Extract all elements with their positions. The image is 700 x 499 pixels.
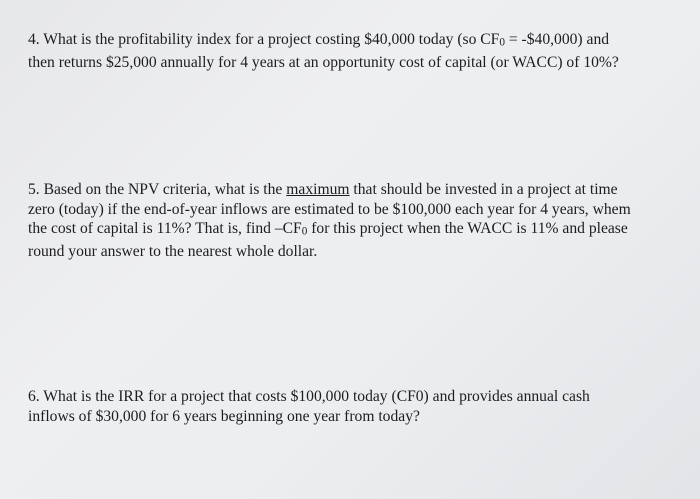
question-4-line-2: then returns $25,000 annually for 4 years at an opportunity cost of capital (or WACC) of 10%? [28, 54, 619, 72]
underlined-word: maximum [286, 181, 350, 198]
question-6-line-1: 6. What is the IRR for a project that costs $100,000 today (CF0) and provides annual cash [28, 388, 590, 405]
question-6 [28, 387, 683, 426]
question-6-line-2: inflows of $30,000 for 6 years beginning one year from today? [28, 407, 420, 425]
question-4 [28, 30, 683, 73]
question-5-line-3: the cost of capital is 11%? That is, find –CF0 for this project when the WACC is 11% and please [28, 220, 628, 238]
subscript-zero: 0 [499, 36, 505, 49]
question-4-line-1: 4. What is the profitability index for a project costing $40,000 today (so CF0 = -$40,000) and [28, 31, 610, 49]
question-5-line-4: round your answer to the nearest whole dollar. [28, 243, 318, 261]
question-5 [28, 180, 683, 262]
subscript-zero: 0 [301, 225, 308, 238]
question-5-line-1: 5. Based on the NPV criteria, what is the maximum that should be invested in a project at time [28, 181, 618, 198]
question-5-line-2: zero (today) if the end-of-year inflows are estimated to be $100,000 each year for 4 years, whem [28, 200, 631, 218]
